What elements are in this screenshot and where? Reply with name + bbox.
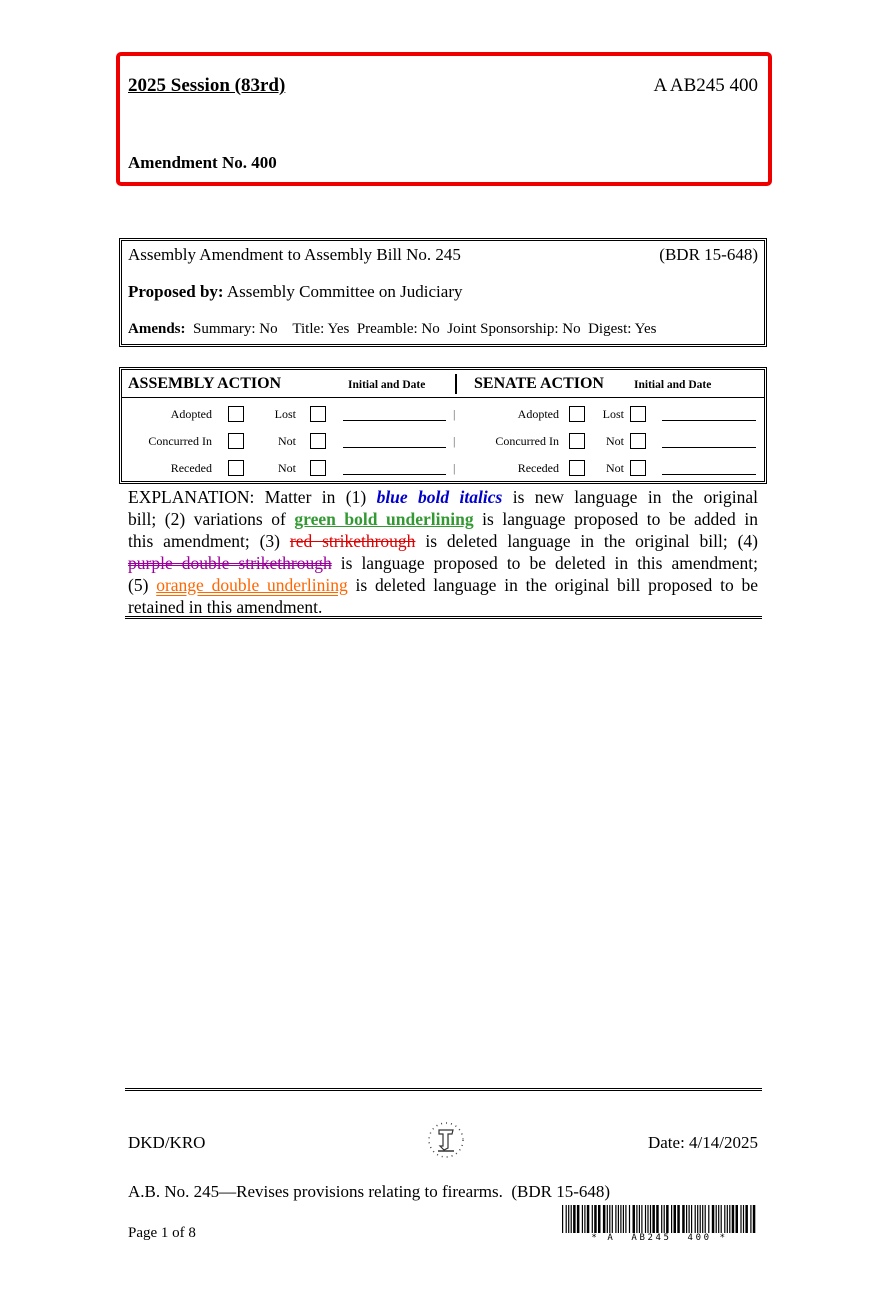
- barcode-bar: [712, 1205, 715, 1233]
- barcode-bar: [745, 1205, 748, 1233]
- barcode-bar: [639, 1205, 640, 1233]
- barcode-bar: [641, 1205, 642, 1233]
- barcode-bar: [647, 1205, 648, 1233]
- explanation-text: bill; (2) variations of: [128, 509, 295, 529]
- barcode: [562, 1205, 757, 1233]
- barcode-bar: [753, 1205, 756, 1233]
- assembly-initial-date-field[interactable]: [343, 420, 446, 421]
- legend-red: red strikethrough: [289, 531, 416, 551]
- barcode-bar: [661, 1205, 662, 1233]
- barcode-bar: [652, 1205, 655, 1233]
- barcode-bar: [677, 1205, 680, 1233]
- legend-orange: orange double underlining: [156, 575, 348, 595]
- barcode-bar: [633, 1205, 636, 1233]
- barcode-bar: [702, 1205, 703, 1233]
- barcode-bar: [697, 1205, 698, 1233]
- divider: [455, 374, 457, 394]
- barcode-bar: [573, 1205, 576, 1233]
- explanation-text: EXPLANATION: Matter in (1): [128, 487, 377, 507]
- senate-0-b-checkbox[interactable]: [630, 406, 646, 422]
- assembly-status-label: Concurred In: [148, 434, 212, 448]
- barcode-bar: [612, 1205, 613, 1233]
- divider: [125, 616, 762, 619]
- barcode-bar: [743, 1205, 744, 1233]
- barcode-bar: [566, 1205, 567, 1233]
- barcode-bar: [671, 1205, 672, 1233]
- senate-status-label: Adopted: [517, 407, 559, 421]
- explanation-text: is language proposed to be added in: [473, 509, 758, 529]
- senate-status-label: Lost: [602, 407, 624, 421]
- senate-status-label: Not: [606, 461, 624, 475]
- barcode-bar: [598, 1205, 601, 1233]
- barcode-bar: [650, 1205, 651, 1233]
- amends-summary: Summary: No: [193, 321, 278, 337]
- bdr-number: (BDR 15-648): [659, 245, 758, 264]
- assembly-2-a-checkbox[interactable]: [228, 460, 244, 476]
- explanation-text: is deleted language in the original bill proposed to be: [347, 575, 758, 595]
- barcode-text: * A AB245 400 *: [591, 1233, 728, 1243]
- assembly-status-label: Not: [278, 434, 296, 448]
- barcode-bar: [623, 1205, 624, 1233]
- senate-initial-date-field[interactable]: [662, 474, 756, 475]
- barcode-bar: [750, 1205, 751, 1233]
- legend-blue: blue bold italics: [376, 487, 503, 507]
- amendment-code: A AB245 400: [653, 75, 758, 96]
- barcode-bar: [618, 1205, 619, 1233]
- senate-action-heading: SENATE ACTION: [474, 375, 604, 392]
- amends-label: Amends:: [128, 321, 186, 337]
- barcode-bar: [625, 1205, 626, 1233]
- assembly-status-label: Lost: [274, 407, 296, 421]
- barcode-bar: [620, 1205, 621, 1233]
- barcode-bar: [729, 1205, 730, 1233]
- barcode-bar: [732, 1205, 735, 1233]
- amendment-number: Amendment No. 400: [128, 153, 277, 172]
- state-seal-icon: [426, 1120, 466, 1160]
- barcode-bar: [727, 1205, 728, 1233]
- barcode-bar: [705, 1205, 706, 1233]
- barcode-bar: [740, 1205, 741, 1233]
- barcode-bar: [708, 1205, 709, 1233]
- barcode-bar: [700, 1205, 701, 1233]
- barcode-bar: [592, 1205, 593, 1233]
- senate-2-a-checkbox[interactable]: [569, 460, 585, 476]
- assembly-status-label: Adopted: [170, 407, 212, 421]
- senate-0-a-checkbox[interactable]: [569, 406, 585, 422]
- senate-initial-label: Initial and Date: [634, 379, 712, 391]
- amends-preamble: Preamble: No: [356, 321, 440, 337]
- amends-row: [128, 321, 758, 338]
- proposed-by-row: [128, 282, 758, 302]
- barcode-bar: [607, 1205, 608, 1233]
- barcode-bar: [562, 1205, 563, 1233]
- senate-2-b-checkbox[interactable]: [630, 460, 646, 476]
- senate-status-label: Not: [606, 434, 624, 448]
- barcode-bar: [664, 1205, 665, 1233]
- senate-1-b-checkbox[interactable]: [630, 433, 646, 449]
- separator: |: [453, 434, 456, 448]
- barcode-bar: [615, 1205, 616, 1233]
- assembly-status-label: Not: [278, 461, 296, 475]
- divider: [125, 1088, 762, 1091]
- explanation-text: is deleted language in the original bill; (4): [415, 531, 758, 551]
- barcode-bar: [571, 1205, 572, 1233]
- barcode-bar: [587, 1205, 590, 1233]
- barcode-bar: [718, 1205, 719, 1233]
- legend-purple: purple double strikethrough: [128, 553, 332, 573]
- assembly-0-a-checkbox[interactable]: [228, 406, 244, 422]
- barcode-bar: [594, 1205, 597, 1233]
- senate-status-label: Concurred In: [495, 434, 559, 448]
- barcode-bar: [568, 1205, 569, 1233]
- barcode-bar: [716, 1205, 717, 1233]
- barcode-bar: [666, 1205, 669, 1233]
- barcode-bar: [609, 1205, 610, 1233]
- barcode-bar: [656, 1205, 659, 1233]
- amendment-date: Date: 4/14/2025: [647, 1133, 758, 1152]
- assembly-2-b-checkbox[interactable]: [310, 460, 326, 476]
- drafter-initials: DKD/KRO: [128, 1133, 206, 1152]
- barcode-bar: [577, 1205, 580, 1233]
- separator: |: [453, 461, 456, 475]
- bill-title: Assembly Amendment to Assembly Bill No. 245: [128, 245, 461, 264]
- assembly-initial-label: Initial and Date: [348, 379, 426, 391]
- barcode-bar: [724, 1205, 725, 1233]
- legend-green: green bold underlining: [294, 509, 474, 529]
- barcode-bar: [582, 1205, 583, 1233]
- barcode-bar: [695, 1205, 696, 1233]
- barcode-bar: [686, 1205, 687, 1233]
- assembly-0-b-checkbox[interactable]: [310, 406, 326, 422]
- assembly-action-heading: ASSEMBLY ACTION: [128, 375, 282, 392]
- barcode-bar: [584, 1205, 585, 1233]
- assembly-initial-date-field[interactable]: [343, 447, 446, 448]
- senate-initial-date-field[interactable]: [662, 420, 756, 421]
- proposed-label: Proposed by:: [128, 282, 224, 301]
- session-title: 2025 Session (83rd): [128, 75, 286, 96]
- barcode-bar: [603, 1205, 606, 1233]
- barcode-bar: [636, 1205, 637, 1233]
- barcode-bar: [689, 1205, 690, 1233]
- senate-1-a-checkbox[interactable]: [569, 433, 585, 449]
- proposed-value: Assembly Committee on Judiciary: [226, 282, 463, 301]
- assembly-initial-date-field[interactable]: [343, 474, 446, 475]
- barcode-bar: [674, 1205, 677, 1233]
- barcode-bar: [721, 1205, 722, 1233]
- assembly-status-label: Receded: [170, 461, 212, 475]
- bill-title-row: [128, 245, 758, 265]
- explanation: [128, 486, 758, 618]
- assembly-1-a-checkbox[interactable]: [228, 433, 244, 449]
- separator: |: [453, 407, 456, 421]
- amends-joint: Joint Sponsorship: No: [447, 321, 581, 337]
- senate-initial-date-field[interactable]: [662, 447, 756, 448]
- page-number: Page 1 of 8: [128, 1225, 196, 1241]
- bill-summary: A.B. No. 245—Revises provisions relating to firearms. (BDR 15-648): [128, 1182, 611, 1201]
- divider: [122, 397, 764, 398]
- explanation-text: is new language in the original: [502, 487, 759, 507]
- barcode-bar: [691, 1205, 692, 1233]
- senate-status-label: Receded: [517, 461, 559, 475]
- explanation-text: is language proposed to be deleted in this amendment;: [331, 553, 759, 573]
- barcode-bar: [645, 1205, 646, 1233]
- barcode-bar: [682, 1205, 685, 1233]
- explanation-text: this amendment; (3): [128, 531, 290, 551]
- explanation-text: retained in this amendment.: [128, 597, 323, 617]
- amends-digest: Digest: Yes: [588, 321, 657, 337]
- explanation-text: (5): [128, 575, 157, 595]
- barcode-bar: [629, 1205, 630, 1233]
- barcode-bar: [736, 1205, 739, 1233]
- amends-title: Title: Yes: [292, 321, 350, 337]
- assembly-1-b-checkbox[interactable]: [310, 433, 326, 449]
